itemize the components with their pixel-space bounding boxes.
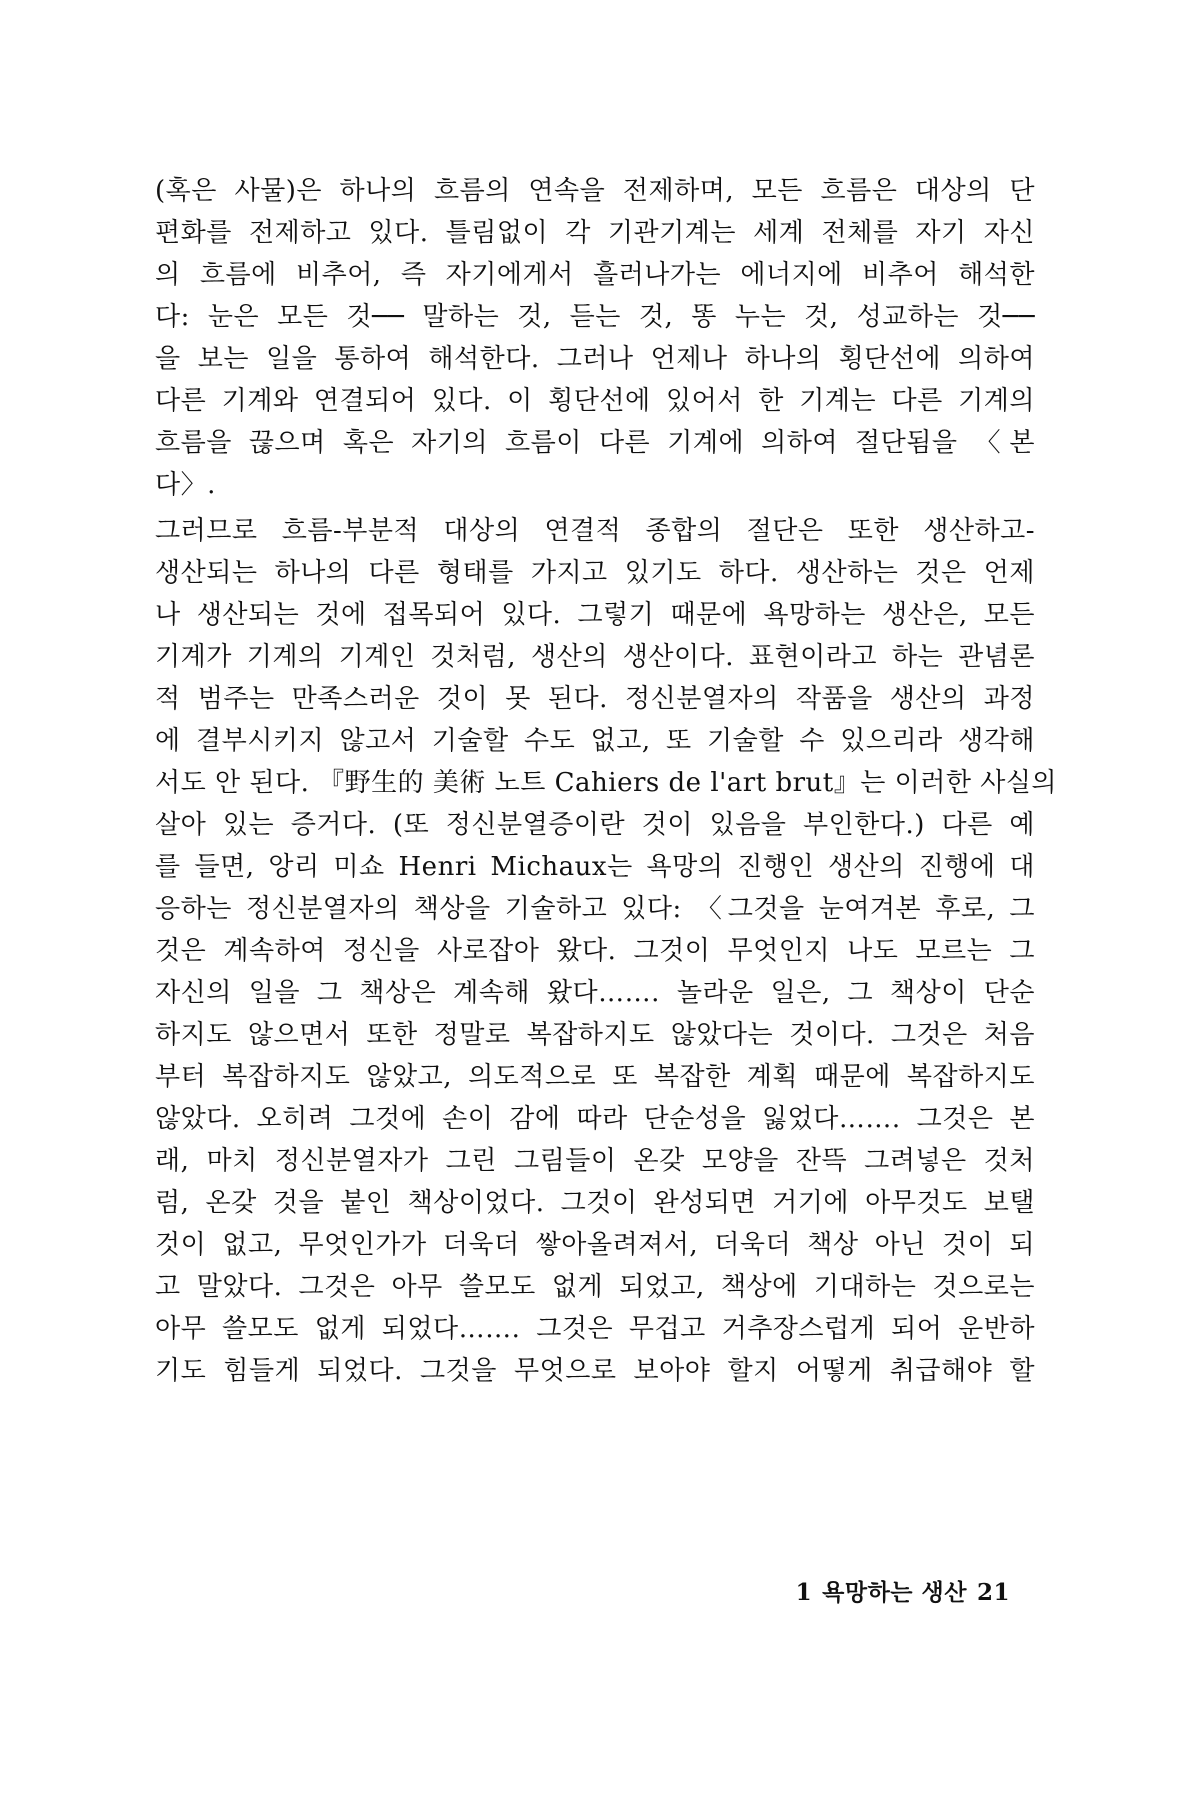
paragraph: [155, 510, 1058, 1392]
text-line: 않았다. 오히려 그것에 손이 감에 따라 단순성을 잃었다……. 그것은 본: [155, 1104, 1035, 1134]
text-line: 적 범주는 만족스러운 것이 못 된다. 정신분열자의 작품을 생산의 과정: [155, 684, 1035, 714]
text-line: 에 결부시키지 않고서 기술할 수도 없고, 또 기술할 수 있으리라 생각해: [155, 726, 1035, 756]
text-line: 래, 마치 정신분열자가 그린 그림들이 온갖 모양을 잔뜩 그려넣은 것처: [155, 1146, 1035, 1176]
text-line: 기계가 기계의 기계인 것처럼, 생산의 생산이다. 표현이라고 하는 관념론: [155, 642, 1035, 672]
page-number: 21: [976, 1579, 1010, 1606]
text-line: 를 들면, 앙리 미쇼 Henri Michaux는 욕망의 진행인 생산의 진행에 대: [155, 852, 1035, 882]
paragraph: [155, 170, 1035, 506]
chapter-title: 욕망하는 생산: [822, 1579, 967, 1606]
text-line: 서도 안 된다. 『野生的 美術 노트 Cahiers de l'art brut』는 이러한 사실의: [155, 768, 1058, 798]
text-line: 흐름을 끊으며 혹은 자기의 흐름이 다른 기계에 의하여 절단됨을 〈본: [155, 428, 1035, 458]
text-line: 럼, 온갖 것을 붙인 책상이었다. 그것이 완성되면 거기에 아무것도 보탤: [155, 1188, 1035, 1218]
text-line: 기도 힘들게 되었다. 그것을 무엇으로 보아야 할지 어떻게 취급해야 할: [155, 1356, 1035, 1386]
text-line: 다른 기계와 연결되어 있다. 이 횡단선에 있어서 한 기계는 다른 기계의: [155, 386, 1035, 416]
text-line: 것은 계속하여 정신을 사로잡아 왔다. 그것이 무엇인지 나도 모르는 그: [155, 936, 1035, 966]
text-line: 자신의 일을 그 책상은 계속해 왔다……. 놀라운 일은, 그 책상이 단순: [155, 978, 1035, 1008]
text-line: 부터 복잡하지도 않았고, 의도적으로 또 복잡한 계획 때문에 복잡하지도: [155, 1062, 1035, 1092]
text-line: 그러므로 흐름-부분적 대상의 연결적 종합의 절단은 또한 생산하고-: [155, 516, 1035, 546]
text-line: 다〉.: [155, 470, 216, 500]
chapter-number: 1: [795, 1579, 813, 1606]
text-line: 의 흐름에 비추어, 즉 자기에게서 흘러나가는 에너지에 비추어 해석한: [155, 260, 1035, 290]
text-line: 을 보는 일을 통하여 해석한다. 그러나 언제나 하나의 횡단선에 의하여: [155, 344, 1035, 374]
text-line: 살아 있는 증거다. (또 정신분열증이란 것이 있음을 부인한다.) 다른 예: [155, 810, 1035, 840]
text-line: 고 말았다. 그것은 아무 쓸모도 없게 되었고, 책상에 기대하는 것으로는: [155, 1272, 1035, 1302]
text-line: 생산되는 하나의 다른 형태를 가지고 있기도 하다. 생산하는 것은 언제: [155, 558, 1035, 588]
body-text: [155, 170, 1058, 1392]
text-line: 것이 없고, 무엇인가가 더욱더 쌓아올려져서, 더욱더 책상 아닌 것이 되: [155, 1230, 1035, 1260]
text-line: 하지도 않으면서 또한 정말로 복잡하지도 않았다는 것이다. 그것은 처음: [155, 1020, 1035, 1050]
text-line: 아무 쓸모도 없게 되었다……. 그것은 무겁고 거추장스럽게 되어 운반하: [155, 1314, 1035, 1344]
text-line: (혹은 사물)은 하나의 흐름의 연속을 전제하며, 모든 흐름은 대상의 단: [155, 176, 1035, 206]
text-line: 편화를 전제하고 있다. 틀림없이 각 기관기계는 세계 전체를 자기 자신: [155, 218, 1035, 248]
text-line: 다: 눈은 모든 것── 말하는 것, 듣는 것, 똥 누는 것, 성교하는 것──: [155, 302, 1035, 332]
running-footer: [796, 1574, 1010, 1607]
text-line: 응하는 정신분열자의 책상을 기술하고 있다: 〈그것을 눈여겨본 후로, 그: [155, 894, 1035, 924]
text-line: 나 생산되는 것에 접목되어 있다. 그렇기 때문에 욕망하는 생산은, 모든: [155, 600, 1035, 630]
